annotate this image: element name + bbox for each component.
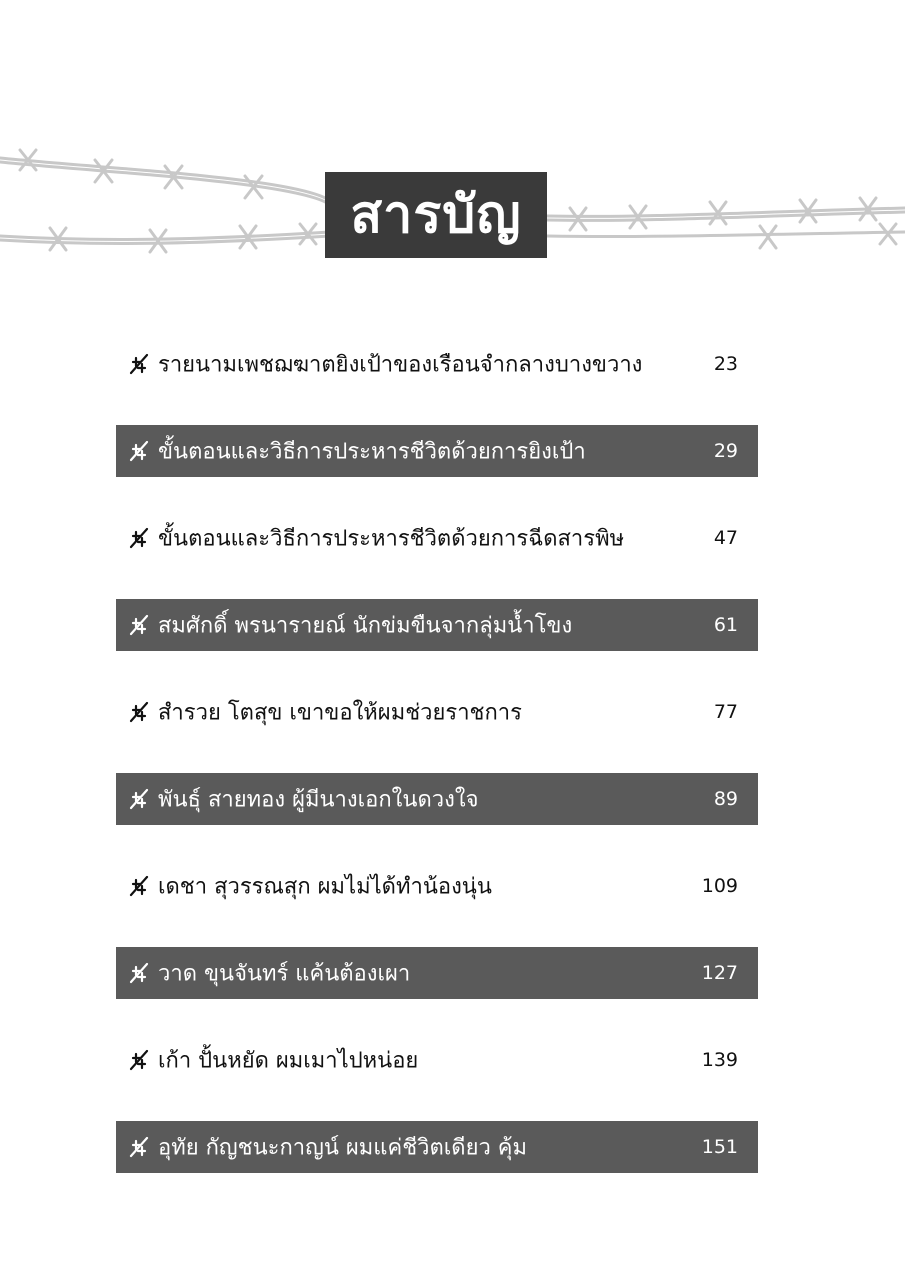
toc-row[interactable]	[116, 947, 758, 999]
toc-entry-page: 47	[713, 527, 738, 549]
toc-entry-page: 109	[701, 875, 738, 897]
toc-row[interactable]	[116, 773, 758, 825]
toc-entry-title: สมศักดิ์ พรนารายณ์ นักข่มขืนจากลุ่มน้ำโขง	[158, 613, 573, 639]
toc-row[interactable]	[116, 860, 758, 912]
page-title: สารบัญ	[350, 184, 522, 245]
toc-entry-title: อุทัย กัญชนะกาญน์ ผมแค่ชีวิตเดียว คุ้ม	[158, 1135, 528, 1161]
barbed-wire-bullet-icon	[128, 961, 150, 985]
toc-entry-page: 139	[701, 1049, 738, 1071]
barbed-wire-bullet-icon	[128, 700, 150, 724]
toc-entry-page: 89	[713, 788, 738, 810]
toc-entry-title: สำรวย โตสุข เขาขอให้ผมช่วยราชการ	[158, 700, 522, 726]
title-box	[325, 172, 547, 258]
toc-row[interactable]	[116, 425, 758, 477]
barbed-wire-bullet-icon	[128, 1048, 150, 1072]
toc-row[interactable]	[116, 599, 758, 651]
toc-entry-page: 77	[713, 701, 738, 723]
barbed-wire-bullet-icon	[128, 439, 150, 463]
toc-entry-title: วาด ขุนจันทร์ แค้นต้องเผา	[158, 961, 411, 987]
toc-row[interactable]	[116, 338, 758, 390]
table-of-contents	[116, 338, 758, 1208]
toc-entry-title: พันธุ์ สายทอง ผู้มีนางเอกในดวงใจ	[158, 787, 479, 813]
toc-row[interactable]	[116, 512, 758, 564]
toc-entry-title: รายนามเพชฌฆาตยิงเป้าของเรือนจำกลางบางขวาง	[158, 352, 643, 378]
toc-entry-page: 61	[713, 614, 738, 636]
toc-entry-page: 151	[701, 1136, 738, 1158]
barbed-wire-bullet-icon	[128, 526, 150, 550]
barbed-wire-bullet-icon	[128, 352, 150, 376]
toc-entry-page: 127	[701, 962, 738, 984]
toc-entry-title: เดชา สุวรรณสุก ผมไม่ได้ทำน้องนุ่น	[158, 874, 492, 900]
toc-entry-title: เก้า ปั้นหยัด ผมเมาไปหน่อย	[158, 1048, 419, 1074]
barbed-wire-bullet-icon	[128, 613, 150, 637]
toc-entry-page: 29	[713, 440, 738, 462]
toc-entry-title: ขั้นตอนและวิธีการประหารชีวิตด้วยการยิงเป้า	[158, 439, 586, 465]
barbed-wire-bullet-icon	[128, 874, 150, 898]
toc-entry-title: ขั้นตอนและวิธีการประหารชีวิตด้วยการฉีดสารพิษ	[158, 526, 625, 552]
toc-row[interactable]	[116, 1034, 758, 1086]
barbed-wire-bullet-icon	[128, 787, 150, 811]
toc-row[interactable]	[116, 1121, 758, 1173]
barbed-wire-bullet-icon	[128, 1135, 150, 1159]
toc-row[interactable]	[116, 686, 758, 738]
toc-entry-page: 23	[713, 353, 738, 375]
